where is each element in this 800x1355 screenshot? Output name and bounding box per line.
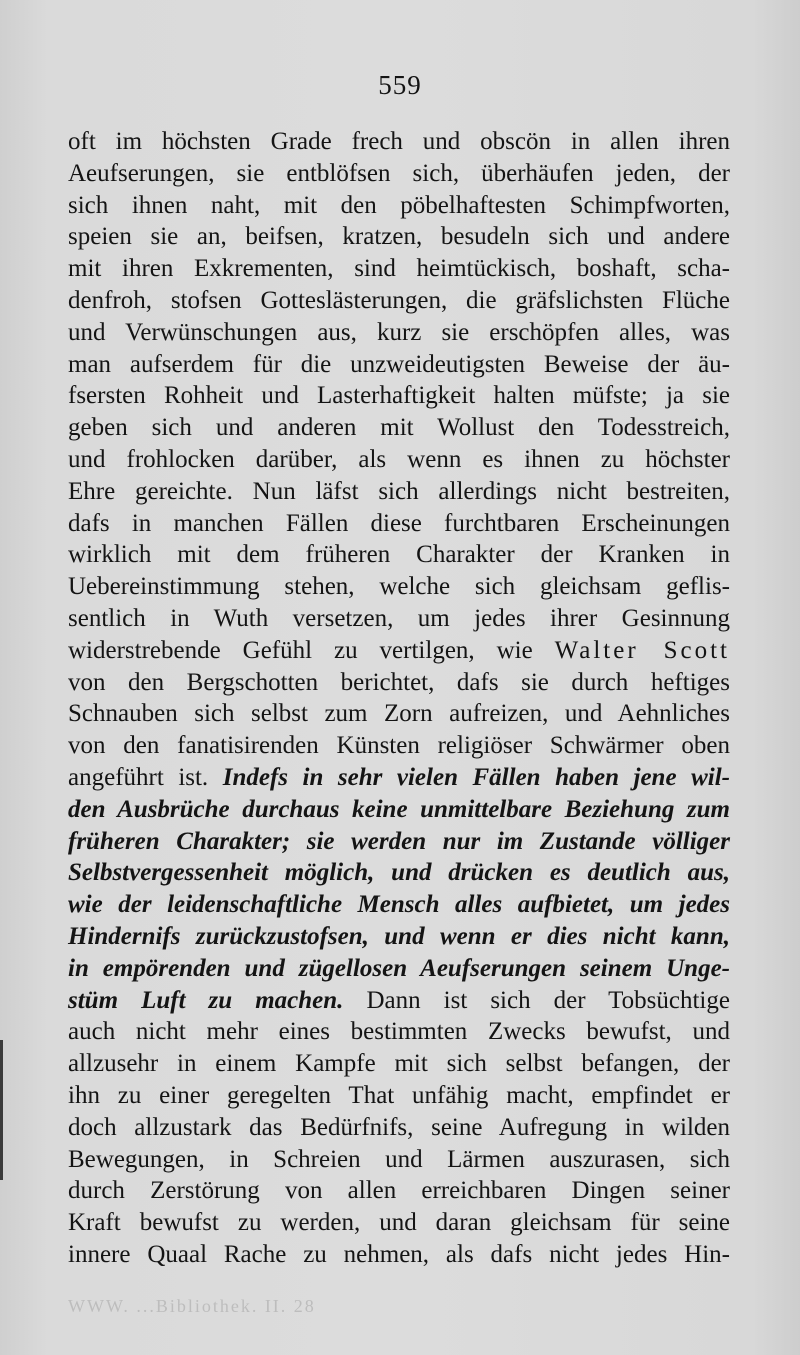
text-line: Ehre gereichte. Nun läfst sich allerdings nicht bestreiten, xyxy=(68,477,730,505)
text-line: Uebereinstimmung stehen, welche sich gleichsam geflis- xyxy=(68,573,730,601)
text-line: von den fanatisirenden Künsten religiöser Schwärmer oben xyxy=(68,732,730,760)
text-line-italic: früheren Charakter; sie werden nur im Zustande völliger xyxy=(68,827,730,855)
page-number: 559 xyxy=(378,70,422,100)
text-line: oft im höchsten Grade frech und obscön in allen ihren xyxy=(68,128,730,155)
text-line: man aufserdem für die unzweideutigsten Beweise der äu- xyxy=(68,350,730,378)
italic-segment: Indefs in sehr vielen Fällen haben jene wil- xyxy=(222,763,730,791)
text-line: Bewegungen, in Schreien und Lärmen auszurasen, sich xyxy=(68,1145,730,1173)
text-line: fsersten Rohheit und Lasterhaftigkeit halten müfste; ja sie xyxy=(68,382,730,410)
text-line: Kraft bewufst zu werden, und daran gleichsam für seine xyxy=(68,1209,730,1237)
text-line: und Verwünschungen aus, kurz sie erschöpfen alles, was xyxy=(68,318,730,346)
text-line: auch nicht mehr eines bestimmten Zwecks bewufst, und xyxy=(68,1018,730,1046)
italic-segment: stüm Luft zu machen. xyxy=(68,986,344,1014)
text-line: doch allzustark das Bedürfnifs, seine Aufregung in wilden xyxy=(68,1113,730,1141)
text-line xyxy=(68,762,730,794)
text-line-italic: in empörenden und zügellosen Aeufserungen seinem Unge- xyxy=(68,954,730,982)
text-line-italic: wie der leidenschaftliche Mensch alles aufbietet, um jedes xyxy=(68,891,730,919)
text-line: allzusehr in einem Kampfe mit sich selbst befangen, der xyxy=(68,1050,730,1078)
text-line-italic: den Ausbrüche durchaus keine unmittelbare Beziehung zum xyxy=(68,795,730,823)
text-segment: Dann ist sich der Tobsüchtige xyxy=(343,986,730,1014)
text-line: wirklich mit dem früheren Charakter der Kranken in xyxy=(68,541,730,569)
text-segment: widerstrebende Gefühl zu vertilgen, wie xyxy=(68,636,555,664)
body-text xyxy=(68,126,730,1271)
text-line: und frohlocken darüber, als wenn es ihnen zu höchster xyxy=(68,445,730,473)
text-segment: angeführt ist. xyxy=(68,763,223,791)
text-line: speien sie an, beifsen, kratzen, besudeln sich und andere xyxy=(68,223,730,251)
text-line xyxy=(68,985,730,1017)
text-line: durch Zerstörung von allen erreichbaren Dingen seiner xyxy=(68,1177,730,1205)
spaced-name: Walter Scott xyxy=(554,636,730,664)
page-edge-shadow xyxy=(0,1040,3,1180)
text-line-italic: Hindernifs zurückzustofsen, und wenn er dies nicht kann, xyxy=(68,922,730,950)
bleed-through-text: WWW. ...Bibliothek. II. 28 xyxy=(68,1296,316,1316)
text-line: geben sich und anderen mit Wollust den Todesstreich, xyxy=(68,414,730,442)
text-line: dafs in manchen Fällen diese furchtbaren Erscheinungen xyxy=(68,509,730,537)
text-line: ihn zu einer geregelten That unfähig macht, empfindet er xyxy=(68,1081,730,1109)
text-line: innere Quaal Rache zu nehmen, als dafs nicht jedes Hin- xyxy=(68,1240,730,1268)
text-line: sentlich in Wuth versetzen, um jedes ihrer Gesinnung xyxy=(68,604,730,632)
text-line: mit ihren Exkrementen, sind heimtückisch, boshaft, scha- xyxy=(68,255,730,283)
text-line: Aeufserungen, sie entblöfsen sich, überhäufen jeden, der xyxy=(68,159,730,187)
text-line: von den Bergschotten berichtet, dafs sie durch heftiges xyxy=(68,668,730,696)
text-line: denfroh, stofsen Gotteslästerungen, die gräfslichsten Flüche xyxy=(68,286,730,314)
text-line: sich ihnen naht, mit den pöbelhaftesten Schimpfworten, xyxy=(68,191,730,219)
text-line xyxy=(68,635,730,667)
text-line: Schnauben sich selbst zum Zorn aufreizen, und Aehnliches xyxy=(68,700,730,728)
text-line-italic: Selbstvergessenheit möglich, und drücken es deutlich aus, xyxy=(68,859,730,887)
